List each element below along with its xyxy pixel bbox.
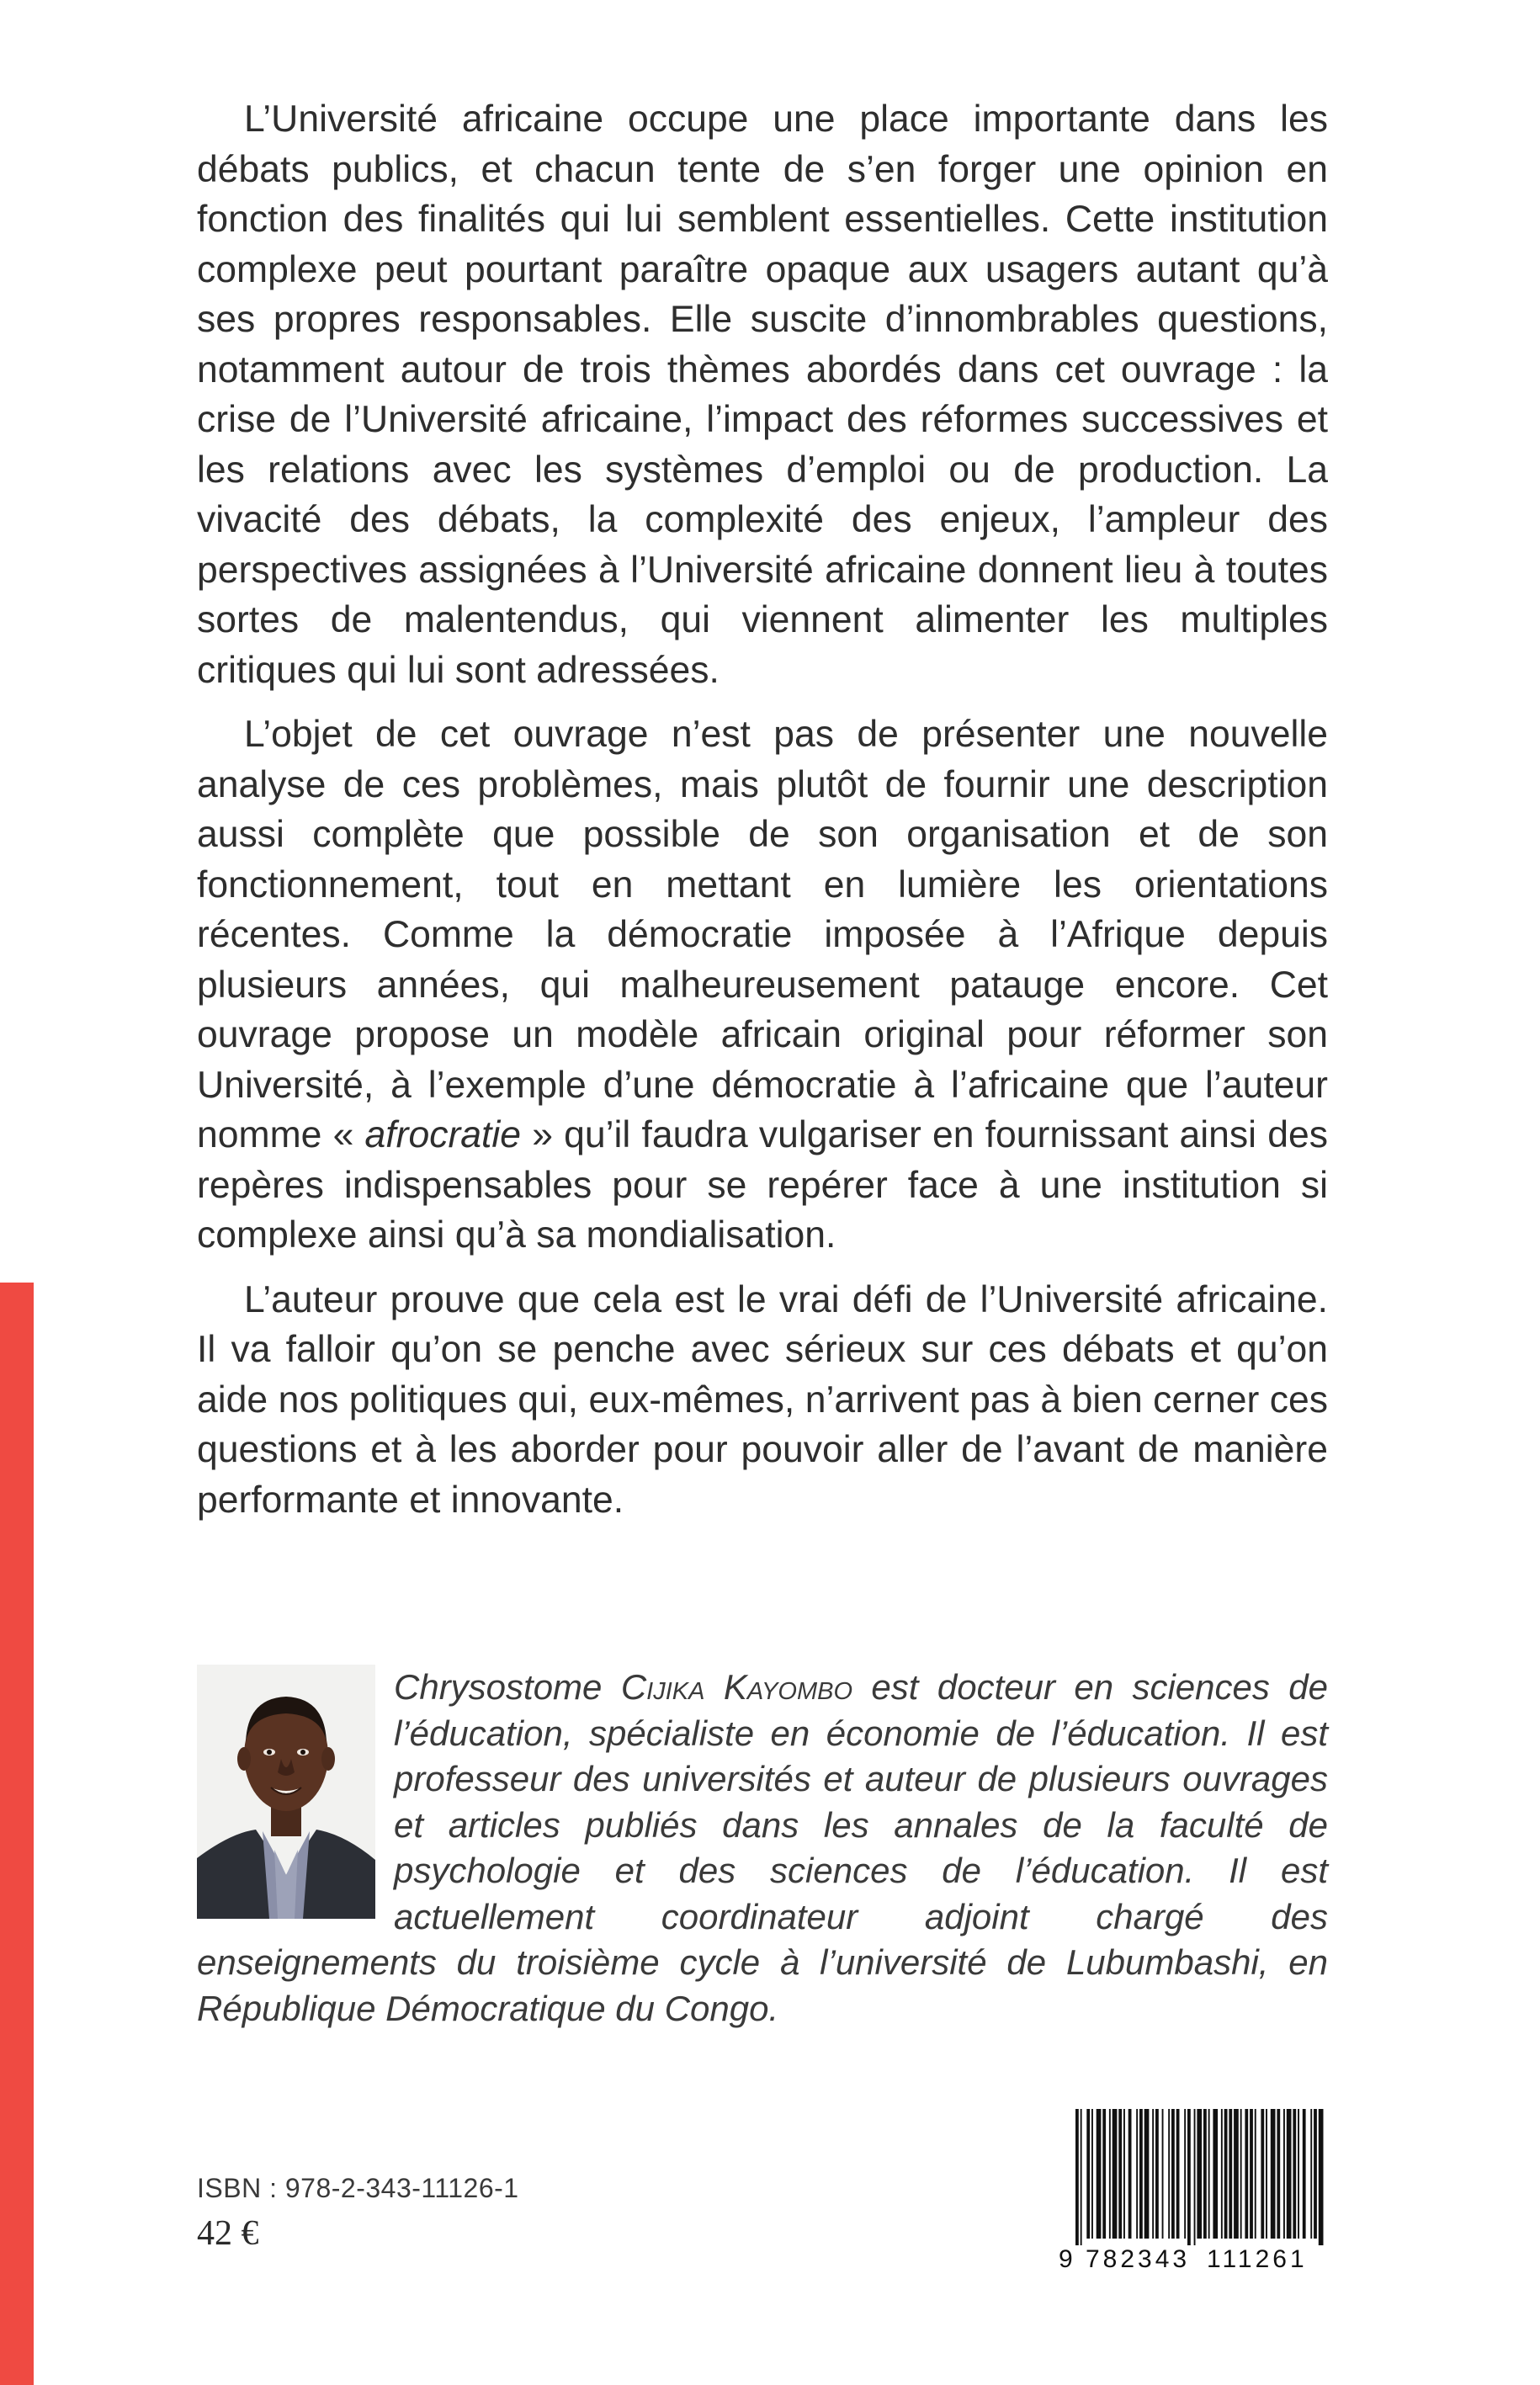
barcode-bar xyxy=(1155,2109,1159,2239)
barcode-bar xyxy=(1152,2109,1154,2239)
barcode-bar xyxy=(1097,2109,1102,2239)
barcode-bar xyxy=(1255,2109,1256,2239)
summary-paragraph-2-end: » qu’il faudra vulgariser en fournissant ainsi des repères indispensables pour se repérer face à une institution si complexe ainsi qu’à sa mondialisation. xyxy=(197,1114,1328,1256)
barcode-bar xyxy=(1109,2109,1111,2239)
barcode-bar xyxy=(1287,2109,1292,2239)
afrocratie-term: afrocratie xyxy=(364,1114,522,1155)
barcode-bar xyxy=(1319,2109,1324,2245)
barcode-bar xyxy=(1176,2109,1180,2239)
barcode-bar xyxy=(1081,2109,1082,2245)
back-cover-summary xyxy=(197,94,1328,1539)
barcode-bar xyxy=(1162,2109,1164,2239)
author-block xyxy=(197,1665,1328,2032)
barcode-bar xyxy=(1123,2109,1125,2239)
summary-paragraph-2-start: L’objet de cet ouvrage n’est pas de présenter une nouvelle analyse de ces problèmes, mais plutôt de fournir une description aussi complète que possible de son organisation et de son fonctionnement, tout en mettant en lumière les orientations récentes. Comme la démocratie imposée à l’Afrique depuis plusieurs années, qui malheureusement patauge encore. Cet ouvrage propose un modèle africain original pour réformer son Université, à l’exemple d’une démocratie à l’africaine que l’auteur nomme « xyxy=(197,714,1328,1155)
barcode-bar xyxy=(1277,2109,1280,2239)
author-bio-text: est docteur en sciences de l’éducation, spécialiste en économie de l’éducation. Il est professeur des universités et auteur de plusieurs ouvrages et articles publiés dans les annales de la faculté de psychologie et des sciences de l’éducation. Il est actuellement coordinateur adjoint chargé des enseignements du troisième cycle à l’université de Lubumbashi, en République Démocratique du Congo. xyxy=(197,1667,1328,2028)
barcode-bar xyxy=(1203,2109,1207,2239)
author-photo xyxy=(197,1665,375,1919)
barcode-digit-first: 9 xyxy=(1059,2245,1073,2269)
barcode-bar xyxy=(1118,2109,1122,2239)
barcode-digits-right: 111261 xyxy=(1207,2245,1308,2269)
barcode-bar xyxy=(1197,2109,1202,2239)
barcode-bar xyxy=(1310,2109,1312,2239)
barcode-bar xyxy=(1139,2109,1143,2239)
barcode-bar xyxy=(1314,2109,1317,2239)
barcode-bar xyxy=(1194,2109,1196,2245)
barcode-bar xyxy=(1303,2109,1306,2239)
barcode-bar xyxy=(1224,2109,1228,2239)
summary-paragraph-1: L’Université africaine occupe une place importante dans les débats publics, et chacun tente de s’en forger une opinion en fonction des finalités qui lui semblent essentielles. Cette institution complexe peut pourtant paraître opaque aux usagers autant qu’à ses propres responsables. Elle suscite d’innombrables questions, notamment autour de trois thèmes abordés dans cet ouvrage : la crise de l’Université africaine, l’impact des réformes successives et les relations avec les systèmes d’emploi ou de production. La vivacité des débats, la complexité des enjeux, l’ampleur des perspectives assignées à l’Université africaine donnent lieu à toutes sortes de malentendus, qui viennent alimenter les multiples critiques qui lui sont adressées. xyxy=(197,98,1328,691)
barcode-bar xyxy=(1208,2109,1210,2239)
price-label: 42 € xyxy=(197,2214,259,2253)
barcode-bar xyxy=(1086,2109,1090,2239)
barcode-bar xyxy=(1102,2109,1106,2239)
barcode-bar xyxy=(1171,2109,1175,2239)
barcode-bar xyxy=(1250,2109,1253,2239)
barcode-bar xyxy=(1261,2109,1264,2239)
isbn-label: ISBN : 978-2-343-11126-1 xyxy=(197,2173,519,2203)
author-first-name: Chrysostome xyxy=(394,1667,603,1707)
barcode-bar xyxy=(1187,2109,1191,2245)
barcode-bar xyxy=(1144,2109,1150,2239)
barcode-bar xyxy=(1091,2109,1093,2239)
summary-paragraph-2 xyxy=(197,709,1328,1261)
barcode-bar xyxy=(1271,2109,1276,2239)
summary-paragraph-3: L’auteur prouve que cela est le vrai défi de l’Université africaine. Il va falloir qu’on se penche avec sérieux sur ces débats et qu’on aide nos politiques qui, eux-mêmes, n’arrivent pas à bien cerner ces questions et à les aborder pour pouvoir aller de l’avant de manière performante et innovante. xyxy=(197,1278,1328,1521)
red-spine-stripe xyxy=(0,1283,34,2385)
barcode-bar xyxy=(1168,2109,1170,2239)
barcode-bar xyxy=(1283,2109,1285,2239)
barcode-bar xyxy=(1184,2109,1186,2239)
barcode-bar xyxy=(1266,2109,1267,2239)
barcode-bar xyxy=(1240,2109,1242,2239)
barcode-bar xyxy=(1245,2109,1248,2239)
isbn-barcode xyxy=(1057,2109,1330,2269)
barcode-bar xyxy=(1229,2109,1232,2239)
barcode-bar xyxy=(1293,2109,1296,2239)
barcode-bar xyxy=(1298,2109,1299,2239)
barcode-bar xyxy=(1136,2109,1138,2239)
barcode-bar xyxy=(1113,2109,1118,2239)
barcode-bar xyxy=(1234,2109,1239,2239)
barcode-bar xyxy=(1075,2109,1079,2245)
barcode-digits-left: 782343 xyxy=(1086,2245,1191,2269)
author-surname: Cijika Kayombo xyxy=(620,1667,853,1707)
barcode-bar xyxy=(1221,2109,1223,2239)
barcode-bar xyxy=(1213,2109,1218,2239)
barcode-bar xyxy=(1128,2109,1132,2239)
